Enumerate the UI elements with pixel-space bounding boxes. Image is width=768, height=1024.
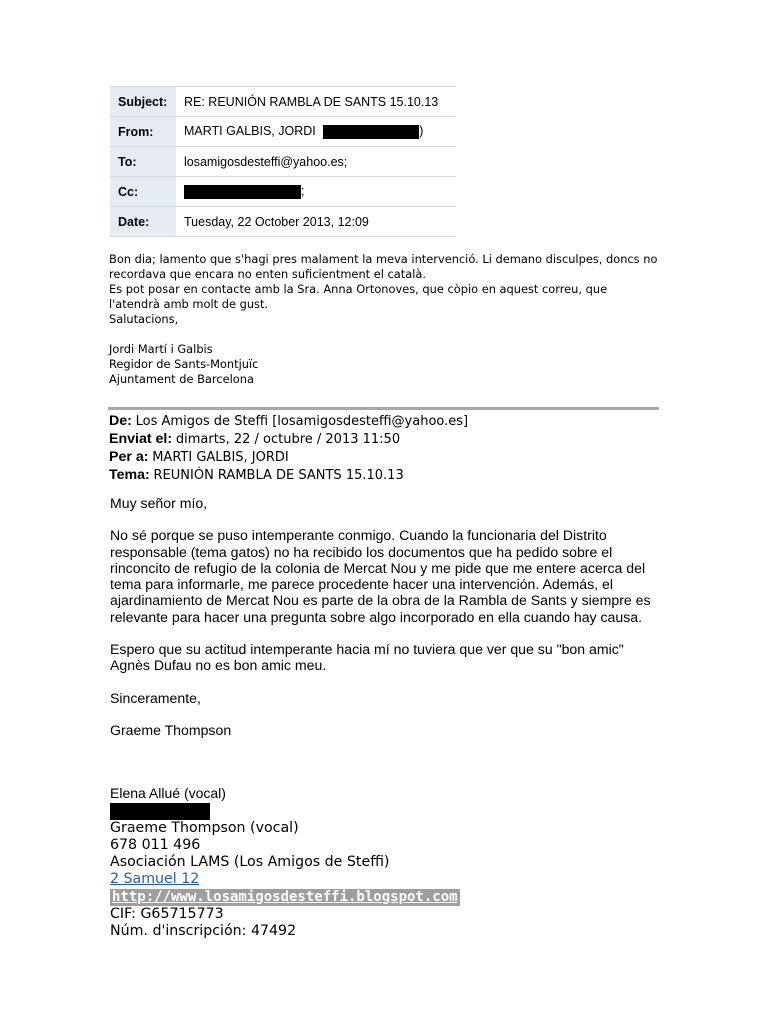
fwd-to-value: MARTI GALBIS, JORDI xyxy=(152,450,289,465)
redacted-email-from xyxy=(323,125,419,139)
fwd-subject-value: REUNIÓN RAMBLA DE SANTS 15.10.13 xyxy=(153,468,404,483)
contact-cif: CIF: G65715773 xyxy=(110,905,224,922)
from-cell xyxy=(176,117,456,147)
subject-row xyxy=(110,87,456,117)
from-value: MARTI GALBIS, JORDI xyxy=(184,124,316,139)
fwd-subject-label: Tema: xyxy=(109,467,150,483)
forwarded-header xyxy=(109,412,669,484)
contact-inscription: Núm. d'inscripción: 47492 xyxy=(110,922,297,939)
signer-name: Graeme Thompson xyxy=(110,721,232,738)
reply-line: l'atendrà amb molt de gust. xyxy=(109,297,269,311)
fwd-sent-value: dimarts, 22 / octubre / 2013 11:50 xyxy=(175,432,401,447)
reply-line: recordava que encara no enten suficientment el català. xyxy=(109,267,426,281)
to-label: To: xyxy=(110,147,176,177)
fwd-to-label: Per a: xyxy=(109,449,149,465)
date-row xyxy=(110,207,456,237)
fwd-from-label: De: xyxy=(109,413,132,429)
bible-link[interactable]: 2 Samuel 12 xyxy=(110,870,200,887)
date-label: Date: xyxy=(110,207,176,237)
contact-association: Asociación LAMS (Los Amigos de Steffi) xyxy=(110,853,390,870)
redacted-email-cc xyxy=(184,185,301,199)
signature-line: Regidor de Sants-Montjuïc xyxy=(109,357,259,371)
from-row xyxy=(110,117,456,147)
reply-line: Es pot posar en contacte amb la Sra. Anna Ortonoves, que còpio en aquest correu, que xyxy=(109,282,608,296)
paragraph: Espero que su actitud intemperante hacia mí no tuviera que ver que su "bon amic" Agnès Dufau no es bon amic meu. xyxy=(110,641,624,674)
email-header-table xyxy=(110,86,456,237)
forwarded-body xyxy=(110,495,666,754)
cc-row xyxy=(110,177,456,207)
paragraph: No sé porque se puso intemperante conmigo. Cuando la funcionaria del Distrito responsable (tema gatos) no ha recibido los documentos que ha pedido sobre el rinconcito de refugio de la colonia de Mercat Nou y me pide que me entere acerca del tema para informarle, me parece procedente hacer una intervención. Además, el ajardinamiento de Mercat Nou es parte de la obra de la Rambla de Sants y siempre es relevante para hacer una pregunta sobre algo incorporado en ella cuando hay causa. xyxy=(110,527,651,625)
signature-line: Ajuntament de Barcelona xyxy=(109,372,254,386)
fwd-to-row xyxy=(109,448,669,466)
subject-label: Subject: xyxy=(110,87,176,117)
subject-value: RE: REUNIÓN RAMBLA DE SANTS 15.10.13 xyxy=(176,87,456,117)
reply-signature xyxy=(109,342,669,387)
fwd-subject-row xyxy=(109,466,669,484)
cc-suffix: ; xyxy=(301,184,305,199)
redacted-phone xyxy=(110,802,530,820)
cc-label: Cc: xyxy=(110,177,176,207)
closing: Sinceramente, xyxy=(110,689,201,706)
reply-message xyxy=(109,252,669,387)
contact-name-2: Graeme Thompson (vocal) xyxy=(110,819,299,836)
link-row xyxy=(110,871,530,888)
fwd-from-row xyxy=(109,412,669,430)
contact-phone: 678 011 496 xyxy=(110,836,201,853)
message-divider xyxy=(108,407,659,410)
reply-line: Salutacions, xyxy=(109,312,179,326)
fwd-from-value: Los Amigos de Steffi [losamigosdesteffi@yahoo.es] xyxy=(135,414,469,429)
contact-name-1: Elena Allué (vocal) xyxy=(110,785,226,801)
fwd-sent-label: Enviat el: xyxy=(109,431,173,447)
to-value: losamigosdesteffi@yahoo.es; xyxy=(176,147,456,177)
to-row xyxy=(110,147,456,177)
from-suffix: ) xyxy=(419,124,424,139)
date-value: Tuesday, 22 October 2013, 12:09 xyxy=(176,207,456,237)
blog-link[interactable]: http://www.losamigosdesteffi.blogspot.com xyxy=(112,888,458,905)
blog-row xyxy=(110,888,530,906)
contact-block xyxy=(110,785,530,940)
reply-line: Bon dia; lamento que s'hagi pres malament la meva intervenció. Li demano disculpes, doncs no xyxy=(109,252,658,266)
from-label: From: xyxy=(110,117,176,147)
greeting: Muy señor mío, xyxy=(110,495,208,511)
cc-cell xyxy=(176,177,456,207)
fwd-sent-row xyxy=(109,430,669,448)
signature-line: Jordi Martí i Galbis xyxy=(109,342,213,356)
